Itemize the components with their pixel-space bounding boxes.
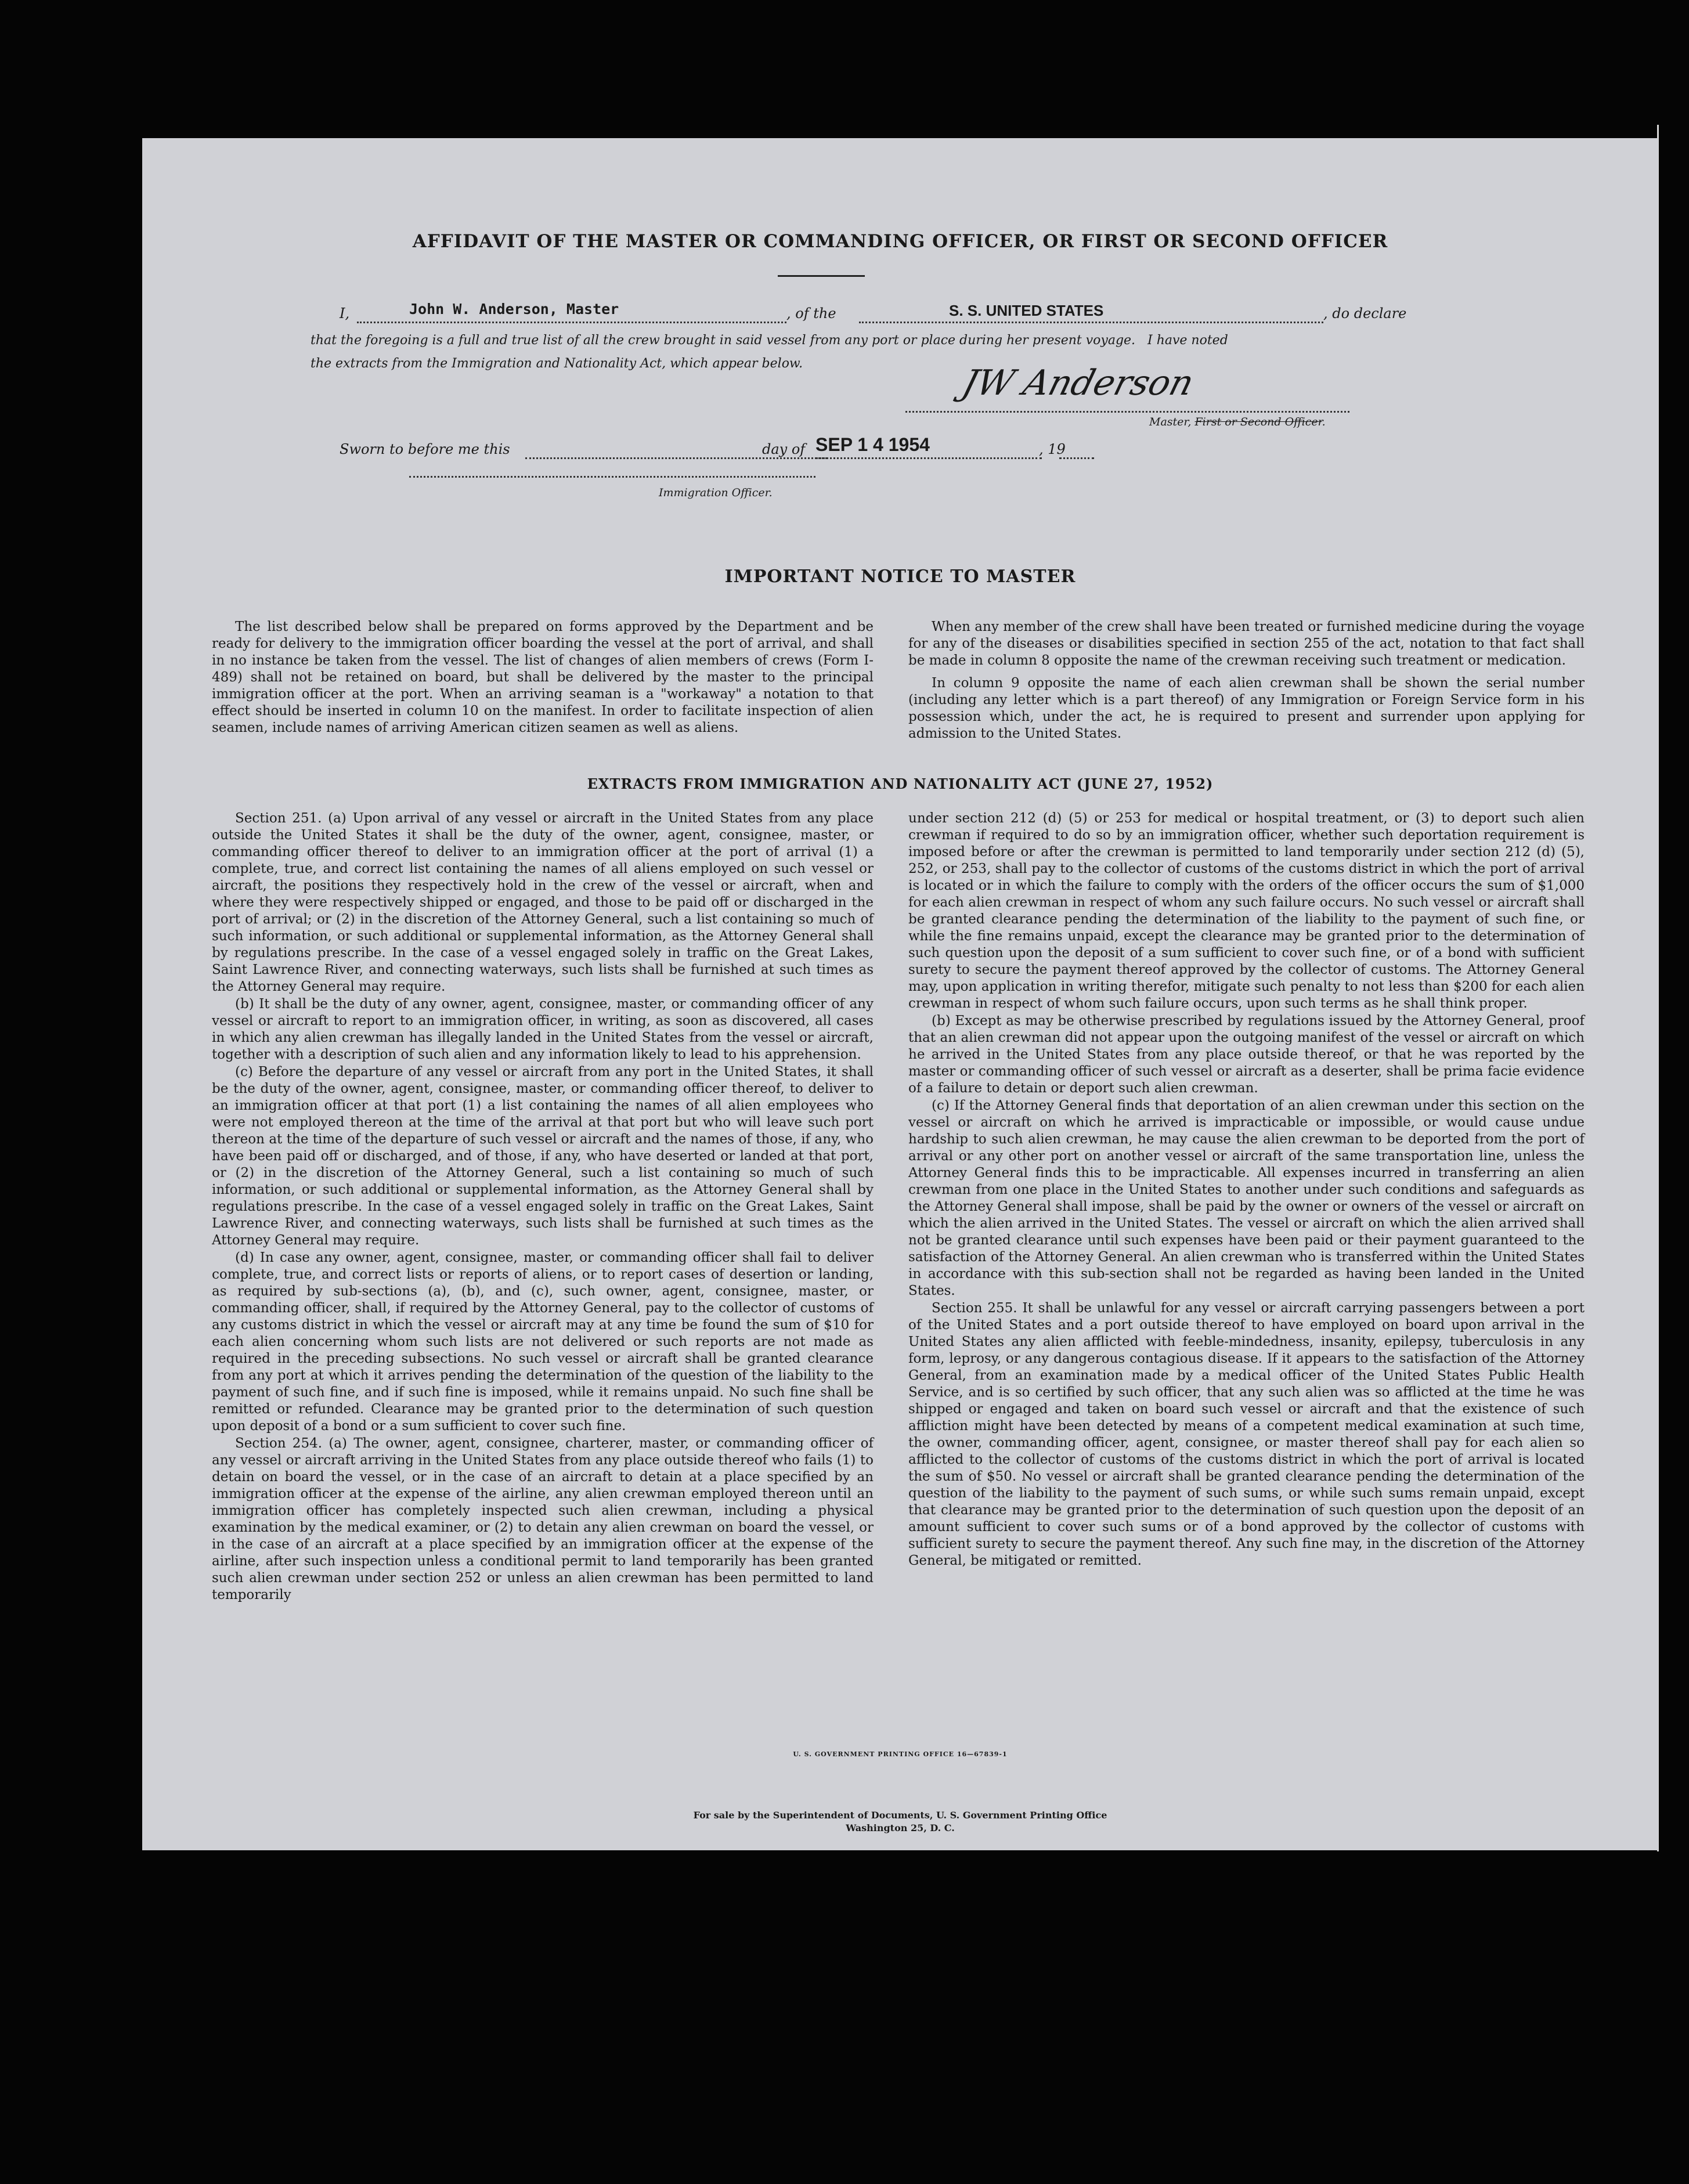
extract-paragraph: Section 251. (a) Upon arrival of any vessel or aircraft in the United States from any place outside the United States it shall be the duty of the owner, agent, consignee, master, or commanding officer thereof to deliver to an immigration officer at the port of arrival (1) a complete, true, and correct list containing the names of all aliens employed on such vessel or aircraft, the positions they respectively hold in the crew of the vessel or aircraft, when and where they were respectively shipped or engaged, and those to be paid off or discharged in the port of arrival; or (2) in the discretion of the Attorney General, such a list containing so much of such information, or such additional or supplemental information, as the Attorney General shall by regulations prescribe. In the case of a vessel engaged solely in traffic on the Great Lakes, Saint Lawrence River, and connecting waterways, such lists shall be furnished at such times as the Attorney General may require. (212, 811, 874, 994)
notice-right-paragraph: In column 9 opposite the name of each alien crewman shall be shown the serial number (including any letter which is a part thereof) of any Immigration or Foreign Service form in his possession which, under the act, he is required to present and surrender upon applying for admission to the United States. (908, 676, 1585, 741)
sale-line-2: Washington 25, D. C. (846, 1822, 955, 1833)
notice-right (908, 619, 1585, 743)
extracts-right-column (908, 810, 1585, 1570)
sworn-label: Sworn to before me this (340, 441, 510, 457)
statement-line-2: the extracts from the Immigration and Nationality Act, which appear below. (311, 356, 803, 371)
extract-paragraph: (b) It shall be the duty of any owner, agent, consignee, master, or commanding officer of any vessel or aircraft to report to an immigration officer, in writing, as soon as discovered, all cases in which any alien crewman has illegally landed in the United States from the vessel or aircraft, together with a description of such alien and any information likely to lead to his apprehension. (212, 997, 874, 1062)
vessel-field[interactable] (859, 304, 1323, 323)
extracts-left-column (212, 810, 874, 1604)
caption-struck: First or Second Officer (1194, 416, 1322, 428)
of-the-label: , of the (786, 305, 836, 322)
notice-right-paragraph: When any member of the crew shall have been treated or furnished medicine during the voyage for any of the diseases or disabilities specified in section 255 of the act, notation to that fact shall be made in column 8 opposite the name of the crewman receiving such treatment or medication. (908, 619, 1585, 668)
vessel-fill: S. S. UNITED STATES (949, 302, 1104, 319)
extract-paragraph: (b) Except as may be otherwise prescribed by regulations issued by the Attorney General, proof that an alien crewman did not appear upon the outgoing manifest of the vessel or aircraft on which he arrived in the United States from any place outside thereof, or that he was reported by the master or commanding officer of such vessel or aircraft as a deserter, shall be prima facie evidence of a failure to detain or deport such alien crewman. (908, 1013, 1585, 1096)
notice-left-paragraph: The list described below shall be prepared on forms approved by the Department and be ready for delivery to the immigration officer boarding the vessel at the port of arrival, and shall in no instance be taken from the vessel. The list of changes of alien members of crews (Form I-489) shall not be retained on board, but shall be delivered by the master to the principal immigration officer at the port. When an arriving seaman is a "workaway" a notation to that effect should be inserted in column 10 on the manifest. In order to facilitate inspection of alien seamen, include names of arriving American citizen seamen as well as aliens. (212, 619, 874, 735)
date-field[interactable] (815, 434, 1042, 459)
notice-left (212, 619, 874, 737)
sale-line-1: For sale by the Superintendent of Documents, U. S. Government Printing Office (693, 1810, 1107, 1821)
officer-caption: Immigration Officer. (659, 486, 773, 499)
name-field[interactable] (357, 301, 786, 323)
statement-line-1: that the foregoing is a full and true list of all the crew brought in said vessel from any port or place during her present voyage. I have noted (311, 333, 1228, 348)
print-code: U. S. GOVERNMENT PRINTING OFFICE 16—67839-1 (793, 1750, 1008, 1758)
title-rule (778, 275, 865, 277)
affidavit-title: AFFIDAVIT OF THE MASTER OR COMMANDING OFFICER, OR FIRST OR SECOND OFFICER (412, 231, 1388, 252)
day-of-label: day of (762, 441, 806, 457)
extract-paragraph: (c) Before the departure of any vessel or aircraft from any port in the United States, it shall be the duty of the owner, agent, consignee, master, or commanding officer thereof, to deliver to an immigration officer at that port (1) a list containing the names of all alien employees who were not employed thereon at the time of the arrival at that port but who will leave such port thereon at the time of the departure of such vessel or aircraft and the names of those, if any, who have been paid off or discharged, and of those, if any, who have deserted or landed at that port, or (2) in the discretion of the Attorney General, such a list containing so much of such information, or such additional or supplemental information, as the Attorney General shall by regulations prescribe. In the case of a vessel engaged solely in traffic on the Great Lakes, Saint Lawrence River, and connecting waterways, such lists shall be furnished at such times as the Attorney General may require. (212, 1064, 874, 1248)
document-page (142, 138, 1658, 1850)
signature-caption (1149, 416, 1326, 428)
signature: JW Anderson (958, 363, 1199, 403)
notice-title: IMPORTANT NOTICE TO MASTER (724, 566, 1076, 587)
caption-suffix: . (1322, 416, 1326, 428)
caption-prefix: Master, (1149, 416, 1195, 428)
extracts-title: EXTRACTS FROM IMMIGRATION AND NATIONALITY ACT (JUNE 27, 1952) (587, 775, 1214, 792)
officer-line[interactable] (409, 469, 815, 478)
i-label: I, (340, 305, 350, 322)
name-fill: John W. Anderson, Master (409, 301, 619, 317)
signature-line[interactable] (905, 363, 1349, 413)
extract-paragraph: (c) If the Attorney General finds that deportation of an alien crewman under this section on the vessel or aircraft on which he arrived is impracticable or impossible, or would cause undue hardship to such alien crewman, he may cause the alien crewman to be deported from the port of arrival or any other port on another vessel or aircraft of the same transportation line, unless the Attorney General finds this to be impracticable. All expenses incurred in transferring an alien crewman from one place in the United States to another under such conditions and safeguards as the Attorney General shall impose, shall be paid by the owner or owners of the vessel or aircraft on which the alien arrived in the United States. The vessel or aircraft on which the alien arrived shall not be granted clearance until such expenses have been paid or their payment guaranteed to the satisfaction of the Attorney General. An alien crewman who is transferred within the United States in accordance with this sub-section shall not be regarded as having been landed in the United States. (908, 1098, 1585, 1298)
extract-paragraph: (d) In case any owner, agent, consignee, master, or commanding officer shall fail to deliver complete, true, and correct lists or reports of aliens, or to report cases of desertion or landing, as required by sub-sections (a), (b), and (c), such owner, agent, consignee, master, or commanding officer, shall, if required by the Attorney General, pay to the collector of customs of any customs district in which the vessel or aircraft may at any time be found the sum of $10 for each alien concerning whom such lists are not delivered or such reports are not made as required in the preceding subsections. No such vessel or aircraft shall be granted clearance from any port at which it arrives pending the determination of the question of the liability to the payment of such fine, and if such fine is imposed, while it remains unpaid. No such fine shall be remitted or refunded. Clearance may be granted prior to the determination of such question upon deposit of a bond or a sum sufficient to cover such fine. (212, 1250, 874, 1434)
date-stamp: SEP 1 4 1954 (815, 434, 930, 455)
year-field[interactable] (1059, 441, 1094, 459)
extract-paragraph: Section 254. (a) The owner, agent, consignee, charterer, master, or commanding officer of any vessel or aircraft arriving in the United States from any place outside thereof who fails (1) to detain on board the vessel, or in the case of an aircraft to detain at a place specified by an immigration officer at the expense of the airline, any alien crewman employed thereon until an immigration officer has completely inspected such alien crewman, including a physical examination by the medical examiner, or (2) to detain any alien crewman on board the vessel, or in the case of an aircraft at a place specified by an immigration officer at the expense of the airline, after such inspection unless a conditional permit to land temporarily has been granted such alien crewman under section 252 or unless an alien crewman has been permitted to land temporarily (212, 1436, 874, 1602)
extract-paragraph: Section 255. It shall be unlawful for any vessel or aircraft carrying passengers between a port of the United States and a port outside thereof to have employed on board upon arrival in the United States any alien afflicted with feeble-mindedness, insanity, epilepsy, tuberculosis in any form, leprosy, or any dangerous contagious disease. If it appears to the satisfaction of the Attorney General, from an examination made by a medical officer of the United States Public Health Service, and is so certified by such officer, that any such alien was so afflicted at the time he was shipped or engaged and taken on board such vessel or aircraft and that the existence of such affliction might have been detected by means of a competent medical examination at such time, the owner, commanding officer, agent, consignee, or master thereof shall pay for each alien so afflicted to the collector of customs of the customs district in which the port of arrival is located the sum of $50. No vessel or aircraft shall be granted clearance pending the determination of the question of the liability to the payment of such sums, or while such sums remain unpaid, except that clearance may be granted prior to the determination of such question upon the deposit of an amount sufficient to cover such sums or of a bond approved by the collector of customs with sufficient surety to secure the payment thereof. Any such fine may, in the discretion of the Attorney General, be mitigated or remitted. (908, 1301, 1585, 1568)
year-suffix: , 19 (1039, 441, 1066, 457)
do-declare-label: , do declare (1323, 305, 1407, 322)
extract-paragraph: under section 212 (d) (5) or 253 for medical or hospital treatment, or (3) to deport such alien crewman if required to do so by an immigration officer, whether such deportation requirement is imposed before or after the crewman is permitted to land temporarily under section 212 (d) (5), 252, or 253, shall pay to the collector of customs of the customs district in which the port of arrival is located or in which the failure to comply with the orders of the officer occurs the sum of $1,000 for each alien crewman in respect of whom any such failure occurs. No such vessel or aircraft shall be granted clearance pending the determination of the liability to the payment of such fine, or while the fine remains unpaid, except the clearance may be granted prior to the determination of such question upon the deposit of a sum sufficient to cover such fine, or of a bond with sufficient surety to secure the payment thereof approved by the collector of customs. The Attorney General may, upon application in writing therefor, mitigate such penalty to not less than $200 for each alien crewman in respect of whom such failure occurs, upon such terms as he shall think proper. (908, 811, 1585, 1011)
